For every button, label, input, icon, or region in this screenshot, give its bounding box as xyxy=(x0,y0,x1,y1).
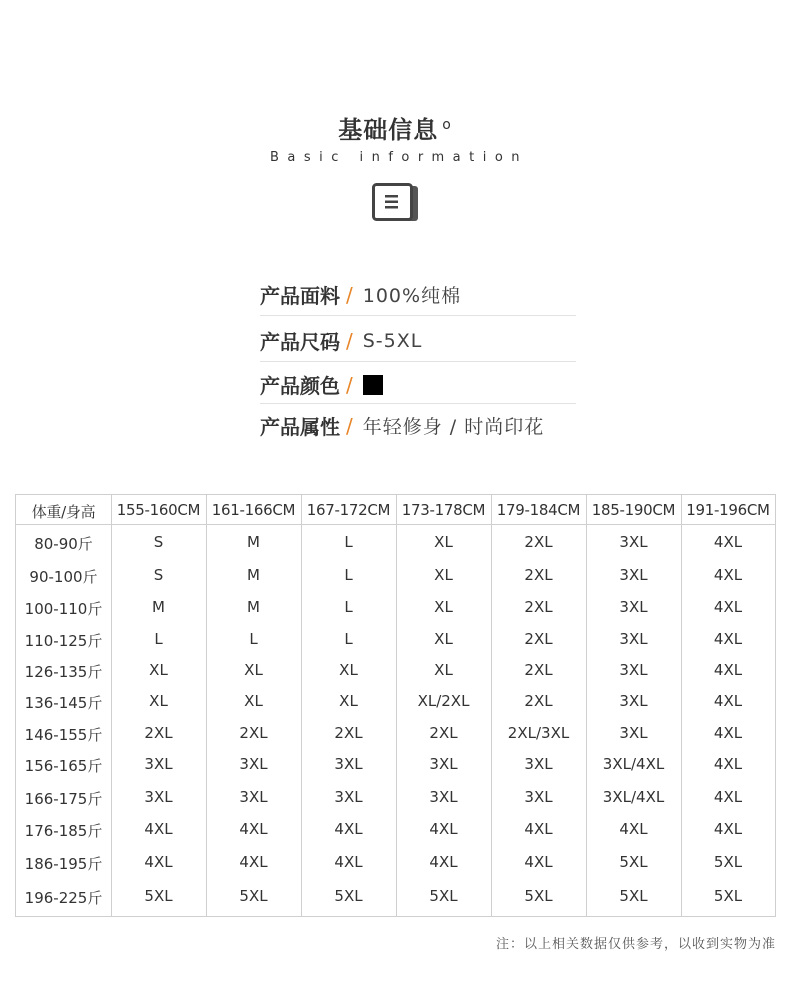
table-header-cell: 173-178CM xyxy=(401,501,486,519)
info-separator: / xyxy=(346,372,353,397)
table-row-weight: 196-225斤 xyxy=(24,888,103,907)
table-cell-size: 4XL xyxy=(619,820,648,838)
table-cell-size: XL xyxy=(149,660,168,679)
info-separator: / xyxy=(346,328,353,353)
table-cell-size: 5XL xyxy=(713,853,743,871)
table-cell-size: XL xyxy=(149,692,168,710)
table-cell-size: 2XL xyxy=(524,629,553,648)
table-cell-size: 5XL xyxy=(619,853,648,871)
table-cell-size: 3XL xyxy=(144,755,173,773)
table-cell-size: 3XL xyxy=(334,787,363,806)
table-cell-size: 3XL xyxy=(239,755,268,773)
table-row-weight: 156-165斤 xyxy=(24,757,103,775)
table-header-cell: 191-196CM xyxy=(686,501,770,519)
table-cell-size: 5XL xyxy=(239,886,268,905)
table-cell-size: 3XL xyxy=(619,692,648,710)
table-row-weight: 176-185斤 xyxy=(24,822,103,840)
info-label: 产品颜色 xyxy=(260,374,340,398)
info-label: 产品尺码 xyxy=(260,330,340,354)
table-cell-size: 3XL xyxy=(429,787,458,806)
table-cell-size: 5XL xyxy=(334,886,363,905)
table-cell-size: 4XL xyxy=(334,853,363,871)
table-row-weight: 166-175斤 xyxy=(24,789,103,808)
table-cell-size: 5XL xyxy=(429,886,458,905)
divider xyxy=(260,403,576,404)
table-cell-size: 4XL xyxy=(239,853,268,871)
info-row-attributes xyxy=(260,411,576,440)
table-cell-size: 3XL xyxy=(619,723,648,742)
section-title xyxy=(0,110,790,145)
table-cell-size: 3XL xyxy=(334,755,363,773)
table-cell-size: 2XL/3XL xyxy=(507,723,570,742)
table-cell-size: M xyxy=(152,598,165,616)
table-row-weight: 110-125斤 xyxy=(24,631,103,650)
table-cell-size: 4XL xyxy=(713,660,743,679)
table-cell-size: 3XL/4XL xyxy=(602,787,665,806)
table-cell-size: 4XL xyxy=(429,820,458,838)
table-cell-size: 4XL xyxy=(334,820,363,838)
table-cell-size: 4XL xyxy=(713,629,743,648)
table-cell-size: 4XL xyxy=(713,533,743,551)
table-row-weight: 186-195斤 xyxy=(24,855,103,873)
table-cell-size: 5XL xyxy=(619,886,648,905)
table-cell-size: XL xyxy=(244,660,263,679)
table-header-cell: 161-166CM xyxy=(211,501,296,519)
table-row-weight: 90-100斤 xyxy=(29,568,98,586)
title-mark: o xyxy=(442,117,452,133)
table-cell-size: 4XL xyxy=(713,566,743,584)
table-cell-size: 2XL xyxy=(524,660,553,679)
table-cell-size: 4XL xyxy=(713,787,743,806)
table-cell-size: 2XL xyxy=(144,723,173,742)
table-row-weight: 126-135斤 xyxy=(24,662,103,681)
table-cell-size: 5XL xyxy=(144,886,173,905)
table-cell-size: M xyxy=(247,566,260,584)
table-header-cell: 179-184CM xyxy=(496,501,581,519)
table-cell-size: 3XL/4XL xyxy=(602,755,665,773)
size-chart-table xyxy=(15,494,776,917)
table-cell-size: 3XL xyxy=(619,566,648,584)
table-cell-size: 2XL xyxy=(524,566,553,584)
table-cell-size: 2XL xyxy=(524,692,553,710)
table-cell-size: L xyxy=(344,533,353,551)
table-cell-size: XL/2XL xyxy=(417,692,470,710)
table-cell-size: S xyxy=(153,566,164,584)
table-header-cell: 155-160CM xyxy=(116,501,201,519)
table-row-weight: 100-110斤 xyxy=(24,600,103,618)
table-cell-size: M xyxy=(247,533,260,551)
table-cell-size: L xyxy=(344,598,353,616)
table-cell-size: 4XL xyxy=(524,820,553,838)
table-cell-size: 4XL xyxy=(713,755,743,773)
table-cell-size: XL xyxy=(339,660,358,679)
info-row-color xyxy=(260,370,576,399)
table-cell-size: 2XL xyxy=(524,598,553,616)
table-cell-size: 4XL xyxy=(713,723,743,742)
table-cell-size: 4XL xyxy=(144,853,173,871)
table-cell-size: 4XL xyxy=(713,598,743,616)
table-cell-size: 5XL xyxy=(524,886,553,905)
info-value: 100%纯棉 xyxy=(362,285,462,307)
document-icon xyxy=(372,183,420,227)
table-header-cell: 167-172CM xyxy=(306,501,391,519)
table-cell-size: 4XL xyxy=(713,692,743,710)
table-cell-size: XL xyxy=(434,598,453,616)
table-cell-size: XL xyxy=(434,660,453,679)
table-cell-size: S xyxy=(153,533,164,551)
table-cell-size: 3XL xyxy=(524,787,553,806)
table-cell-size: XL xyxy=(339,692,358,710)
table-cell-size: XL xyxy=(244,692,263,710)
table-cell-size: 2XL xyxy=(239,723,268,742)
table-cell-size: L xyxy=(249,629,258,648)
section-subtitle: Basic information xyxy=(269,150,529,165)
table-cell-size: 3XL xyxy=(144,787,173,806)
table-cell-size: XL xyxy=(434,566,453,584)
info-value: S-5XL xyxy=(362,329,423,352)
table-cell-size: 4XL xyxy=(524,853,553,871)
table-cell-size: 3XL xyxy=(619,533,648,551)
color-swatch xyxy=(363,375,383,395)
table-header-cell: 体重/身高 xyxy=(31,503,96,521)
info-label: 产品属性 xyxy=(260,415,340,439)
table-cell-size: 4XL xyxy=(144,820,173,838)
table-cell-size: 2XL xyxy=(334,723,363,742)
table-cell-size: 4XL xyxy=(713,820,743,838)
table-cell-size: 5XL xyxy=(713,886,743,905)
table-cell-size: M xyxy=(247,598,260,616)
table-header-cell: 185-190CM xyxy=(591,501,676,519)
table-cell-size: L xyxy=(154,629,163,648)
table-cell-size: L xyxy=(344,629,353,648)
info-label: 产品面料 xyxy=(260,284,340,308)
table-cell-size: 3XL xyxy=(619,660,648,679)
disclaimer-note: 注：以上相关数据仅供参考，以收到实物为准 xyxy=(495,937,776,952)
info-separator: / xyxy=(346,282,353,307)
section-title-text: 基础信息 xyxy=(338,116,439,144)
table-cell-size: 3XL xyxy=(619,629,648,648)
table-cell-size: 2XL xyxy=(524,533,553,551)
info-value: 年轻修身 / 时尚印花 xyxy=(362,416,545,438)
table-cell-size: 3XL xyxy=(524,755,553,773)
table-cell-size: 3XL xyxy=(619,598,648,616)
divider xyxy=(260,361,576,362)
table-cell-size: XL xyxy=(434,629,453,648)
info-row-fabric xyxy=(260,280,576,309)
table-cell-size: XL xyxy=(434,533,453,551)
table-cell-size: 2XL xyxy=(429,723,458,742)
table-row-weight: 136-145斤 xyxy=(24,694,103,712)
table-row-weight: 146-155斤 xyxy=(24,725,103,744)
divider xyxy=(260,315,576,316)
table-cell-size: 3XL xyxy=(239,787,268,806)
info-row-size xyxy=(260,326,576,355)
table-row-weight: 80-90斤 xyxy=(34,535,93,553)
table-cell-size: 4XL xyxy=(239,820,268,838)
table-cell-size: L xyxy=(344,566,353,584)
table-cell-size: 3XL xyxy=(429,755,458,773)
info-separator: / xyxy=(346,413,353,438)
table-cell-size: 4XL xyxy=(429,853,458,871)
header-divider xyxy=(16,524,775,525)
